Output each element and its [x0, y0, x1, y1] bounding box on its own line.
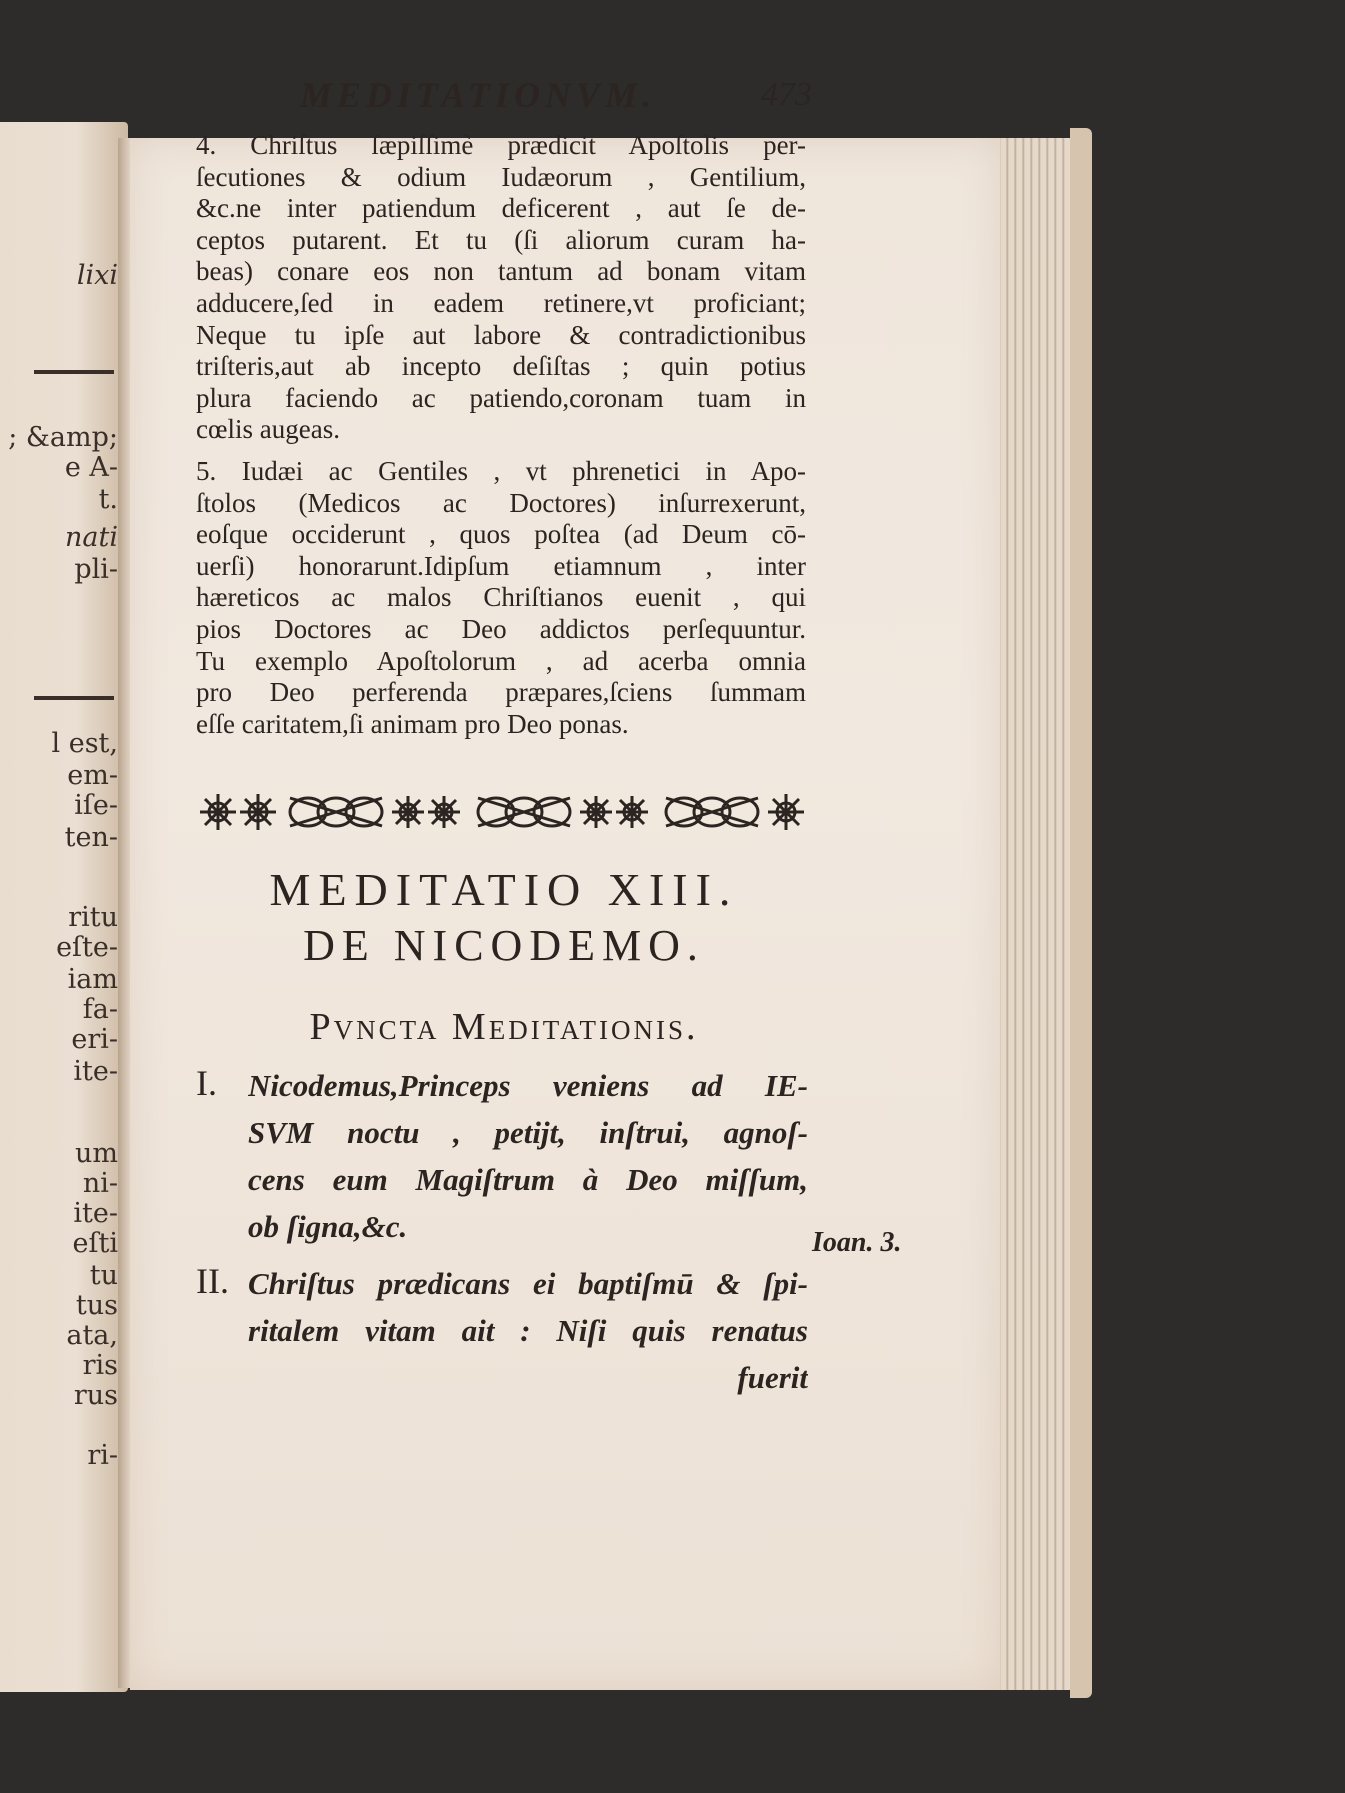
catchword-row — [196, 1354, 812, 1401]
marginal-note: Ioan. 3. — [812, 1227, 902, 1258]
catchword: fuerit — [737, 1360, 808, 1396]
point-line: ritalem vitam ait : Niſi quis renatus — [248, 1313, 808, 1349]
text-line: plura faciendo ac patiendo,coronam tuam in — [196, 382, 806, 413]
left-page-fragment: em- — [67, 760, 118, 791]
text-line: ceptos putarent. Et tu (ſi aliorum curam ha- — [196, 224, 806, 255]
left-page-fragment: lixi — [76, 260, 118, 291]
left-page-rule — [34, 696, 114, 700]
left-page-fragment: eri- — [71, 1024, 118, 1055]
left-page-fragment: ten- — [64, 822, 118, 853]
running-head — [196, 74, 812, 122]
text-line: triſteris,aut ab incepto deſiſtas ; quin potius — [196, 351, 806, 382]
left-page-fragment: eſte- — [56, 932, 118, 963]
left-page-fragment: eſti — [72, 1228, 118, 1259]
body-paragraphs — [196, 130, 812, 740]
text-line: Tu exemplo Apoſtolorum , ad acerba omnia — [196, 645, 806, 676]
ornament-knot-1 — [290, 798, 382, 826]
left-page-fragment: ite- — [73, 1198, 118, 1229]
point-line: cens eum Magiſtrum à Deo miſſum, — [248, 1162, 808, 1198]
text-line: hæreticos ac malos Chriſtianos euenit , qui — [196, 582, 806, 613]
point-line: Nicodemus,Princeps veniens ad IE- — [248, 1068, 808, 1104]
point-line: SVM noctu , petijt, inſtrui, agnoſ- — [248, 1115, 808, 1151]
ornament-knot-3 — [666, 798, 758, 826]
left-page-fragment: fa- — [82, 994, 118, 1025]
text-line: beas) conare eos non tantum ad bonam vitam — [196, 256, 806, 287]
ornament-flower-3 — [580, 796, 648, 828]
paragraph — [196, 456, 812, 740]
meditation-point — [196, 1062, 812, 1250]
ornament-flower-4 — [768, 794, 804, 830]
right-page-text — [196, 74, 812, 1401]
ornament-flower-2 — [392, 796, 460, 828]
text-line: ſtolos (Medicos ac Doctores) inſurrexerunt, — [196, 487, 806, 518]
text-line: 4. Chriſtus ſæpiſſimè prædicit Apoſtolis per- — [196, 130, 806, 160]
point-numeral: II. — [196, 1261, 229, 1302]
text-line: pro Deo perferenda præpares,ſciens ſummam — [196, 677, 806, 708]
ornamental-divider — [196, 788, 812, 836]
page-number: 473 — [761, 76, 812, 113]
left-page-fragment: ritu — [68, 902, 118, 933]
meditation-subtitle: DE NICODEMO. — [303, 921, 705, 971]
text-line: &c.ne inter patiendum deficerent , aut ſe de- — [196, 193, 806, 224]
point-line: ob ſigna,&c. — [248, 1209, 408, 1245]
left-page-fragment: ite- — [73, 1056, 118, 1087]
meditation-points — [196, 1062, 812, 1354]
text-line: pios Doctores ac Deo addictos perſequuntur. — [196, 613, 806, 644]
text-line: Neque tu ipſe aut labore & contradictionibus — [196, 319, 806, 350]
cover-edge — [1070, 128, 1092, 1698]
text-line: adducere,ſed in eadem retinere,vt proficiant; — [196, 287, 806, 318]
text-line: cœlis augeas. — [196, 414, 340, 445]
left-page-fragment: l est, — [51, 728, 118, 759]
left-page-fragment: rus — [73, 1380, 118, 1411]
left-page-fragment: tus — [75, 1290, 118, 1321]
ornament-flower-1 — [200, 794, 276, 830]
section-heading: Pvncta Meditationis. — [309, 1006, 699, 1049]
left-page — [0, 122, 128, 1692]
left-page-fragment: tu — [89, 1260, 118, 1291]
running-head-title: MEDITATIONVM. — [300, 75, 657, 115]
left-page-fragment: ris — [82, 1350, 118, 1381]
text-line: ſecutiones & odium Iudæorum , Gentilium, — [196, 161, 806, 192]
point-line: Chriſtus prædicans ei baptiſmū & ſpi- — [248, 1266, 808, 1302]
left-page-fragment: e A- — [64, 452, 118, 483]
text-line: 5. Iudæi ac Gentiles , vt phrenetici in Apo- — [196, 455, 806, 486]
left-page-fragment: iam — [67, 964, 118, 995]
ornament-knot-2 — [478, 798, 570, 826]
left-page-rule — [34, 370, 114, 374]
text-line: eoſque occiderunt , quos poſtea (ad Deum cō- — [196, 519, 806, 550]
left-page-fragment: iſe- — [74, 790, 118, 821]
paragraph — [196, 130, 812, 446]
text-line: uerſi) honorarunt.Idipſum etiamnum , inter — [196, 550, 806, 581]
meditation-title: MEDITATIO XIII. — [269, 864, 739, 916]
meditation-point — [196, 1260, 812, 1354]
left-page-fragment: ri- — [87, 1440, 118, 1471]
left-page-fragment: t. — [98, 484, 118, 515]
left-page-fragment: ni- — [82, 1168, 118, 1199]
left-page-fragment: ata, — [66, 1320, 118, 1351]
point-numeral: I. — [196, 1063, 217, 1104]
left-page-fragment: um — [75, 1138, 118, 1169]
left-page-fragment: ; &amp; — [8, 422, 118, 453]
text-line: eſſe caritatem,ſi animam pro Deo ponas. — [196, 708, 629, 739]
left-page-fragment: nati — [65, 522, 118, 553]
left-page-fragment: pli- — [74, 554, 118, 585]
